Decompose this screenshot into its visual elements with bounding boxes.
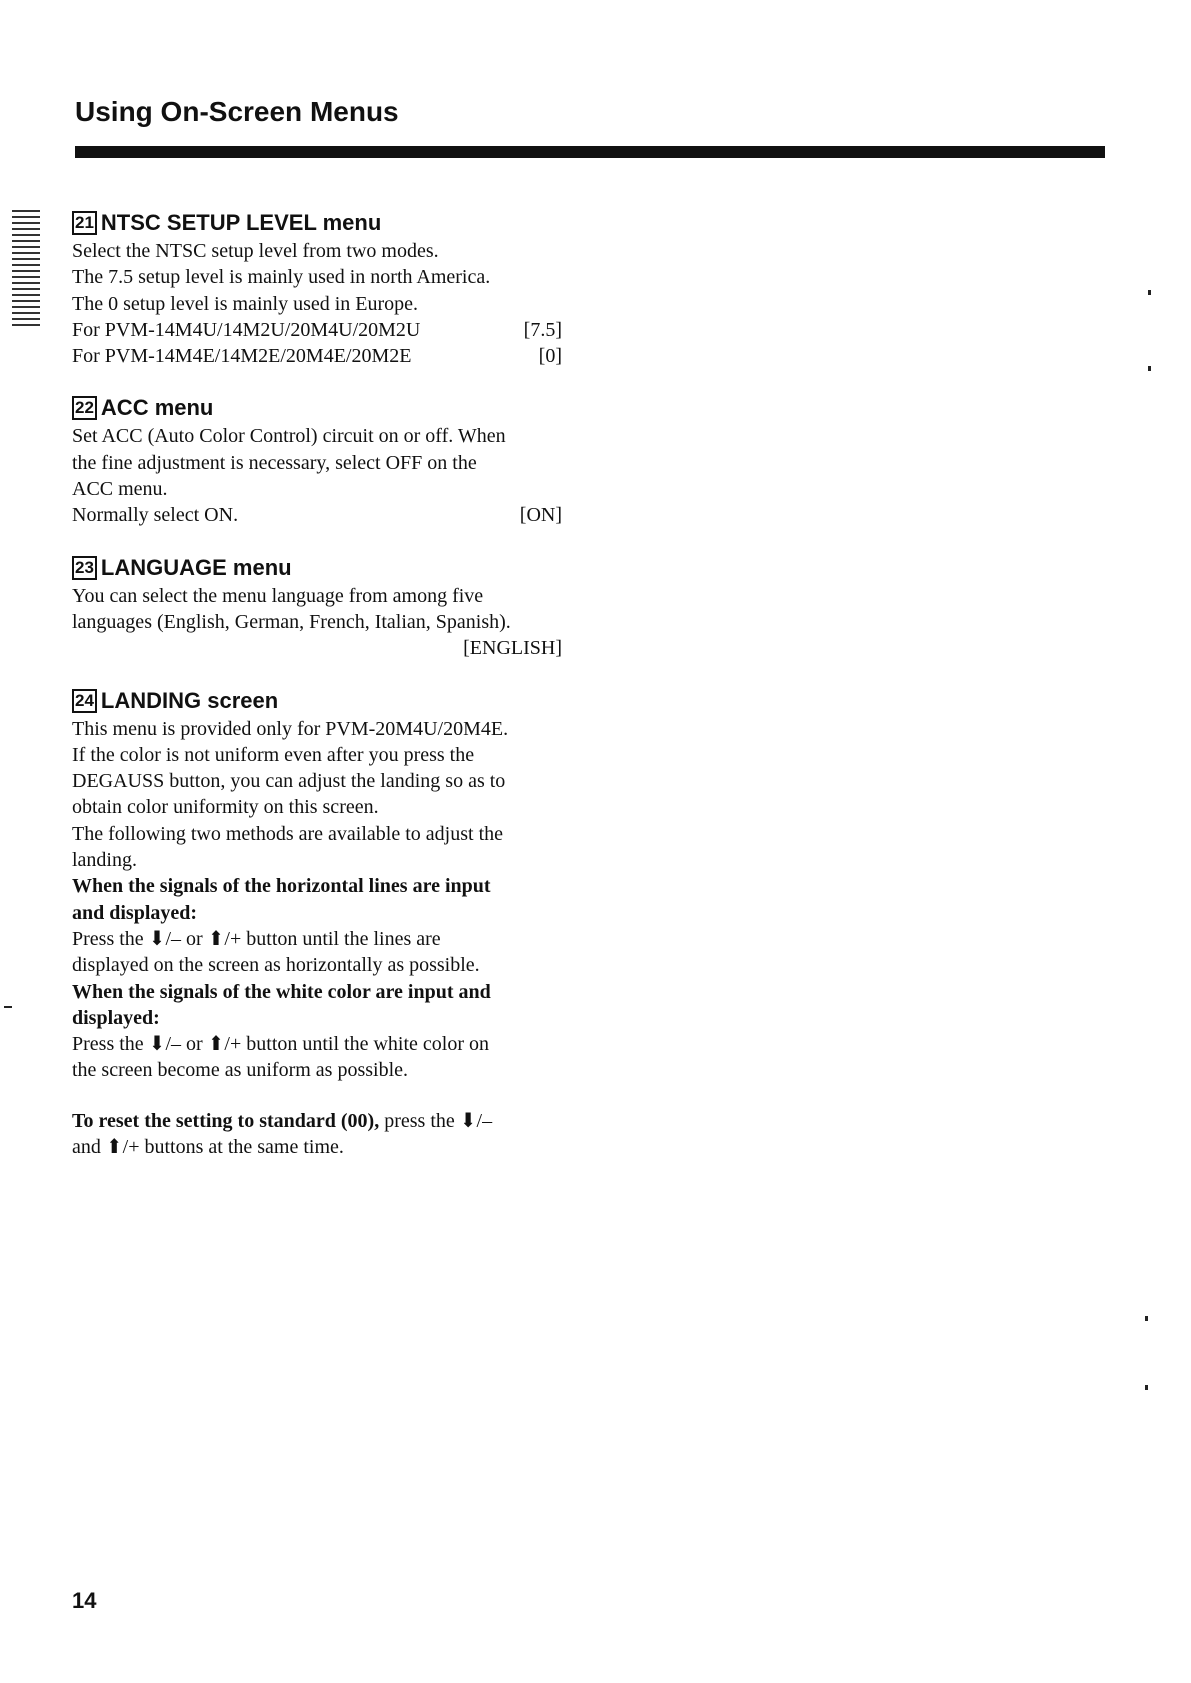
main-content [72,208,562,1184]
section-number: 22 [72,396,97,420]
setting-row [72,502,562,528]
body-line: This menu is provided only for PVM-20M4U/20M4E. [72,717,509,740]
scan-speck [1145,1316,1148,1321]
method-heading: displayed: [72,1006,160,1029]
down-arrow-icon: ⬇ [148,1033,166,1056]
reset-line [72,1134,562,1160]
section-number: 23 [72,556,97,580]
text-run: /+ buttons at the same time. [122,1136,344,1159]
section-number: 24 [72,689,97,713]
reset-note [72,1108,562,1161]
body-line: The following two methods are available to adjust the [72,822,503,845]
text-run: Press the [72,1033,149,1056]
setting-row [72,317,562,343]
down-arrow-icon: ⬇ [148,927,166,950]
down-arrow-icon: ⬇ [459,1109,477,1132]
reset-bold: To reset the setting to standard (00), [72,1109,380,1132]
page-number: 14 [72,1588,97,1613]
body-line: DEGAUSS button, you can adjust the landing so as to [72,770,506,793]
setting-label: Normally select ON. [72,504,239,527]
text-run: /– or [165,927,208,950]
setting-label: For PVM-14M4U/14M2U/20M4U/20M2U [72,318,421,341]
scan-speck [1145,1385,1148,1390]
scan-speck [1148,366,1151,371]
reset-line [72,1108,562,1134]
body-line: You can select the menu language from among five [72,584,484,607]
text-run: Press the [72,927,149,950]
section-heading [72,208,562,238]
body-line: landing. [72,849,137,872]
section-acc [72,393,562,528]
section-heading [72,553,562,583]
setting-row [72,343,562,369]
text-run: /+ button until the white color on [224,1033,490,1056]
body-line: The 0 setup level is mainly used in Europe. [72,292,419,315]
up-arrow-icon: ⬆ [207,1033,225,1056]
method-text [72,926,562,952]
method-heading: and displayed: [72,901,198,924]
method-heading: When the signals of the horizontal lines are input [72,875,491,898]
body-line: Set ACC (Auto Color Control) circuit on or off. When [72,425,506,448]
body-line: Select the NTSC setup level from two modes. [72,240,439,262]
method-text [72,1031,562,1057]
section-title: LANGUAGE menu [100,554,292,580]
setting-value: [7.5] [523,318,562,341]
text-run: and [72,1136,106,1159]
text-run: /– [476,1109,493,1132]
body-line: ACC menu. [72,478,168,501]
section-title: ACC menu [100,395,214,421]
body-line: obtain color uniformity on this screen. [72,796,379,819]
setting-value: [0] [538,345,562,368]
body-line: languages (English, German, French, Italian, Spanish). [72,610,511,633]
scan-speck [4,1006,12,1008]
body-line: If the color is not uniform even after you press the [72,743,475,766]
edge-thumb-index [12,210,40,330]
body-line: The 7.5 setup level is mainly used in north America. [72,266,491,289]
text-run: /– or [165,1033,208,1056]
body-line: the fine adjustment is necessary, select OFF on the [72,451,477,474]
section-language [72,553,562,662]
setting-value: [ENGLISH] [463,637,562,660]
up-arrow-icon: ⬆ [207,927,225,950]
section-ntsc-setup [72,208,562,369]
section-number: 21 [72,211,97,235]
text-run: /+ button until the lines are [224,927,441,950]
section-landing [72,686,562,1084]
method-text: the screen become as uniform as possible. [72,1059,409,1082]
method-text: displayed on the screen as horizontally as possible. [72,954,480,977]
section-title: NTSC SETUP LEVEL menu [100,210,382,235]
scan-speck [1148,290,1151,295]
header-rule [75,146,1105,158]
section-heading [72,686,562,716]
up-arrow-icon: ⬆ [105,1136,123,1159]
setting-value: [ON] [519,504,562,527]
method-heading: When the signals of the white color are input and [72,980,491,1003]
setting-label: For PVM-14M4E/14M2E/20M4E/20M2E [72,345,412,368]
section-title: LANDING screen [100,687,279,713]
section-heading [72,393,562,423]
page-title: Using On-Screen Menus [75,96,399,127]
text-run: press the [379,1109,460,1132]
